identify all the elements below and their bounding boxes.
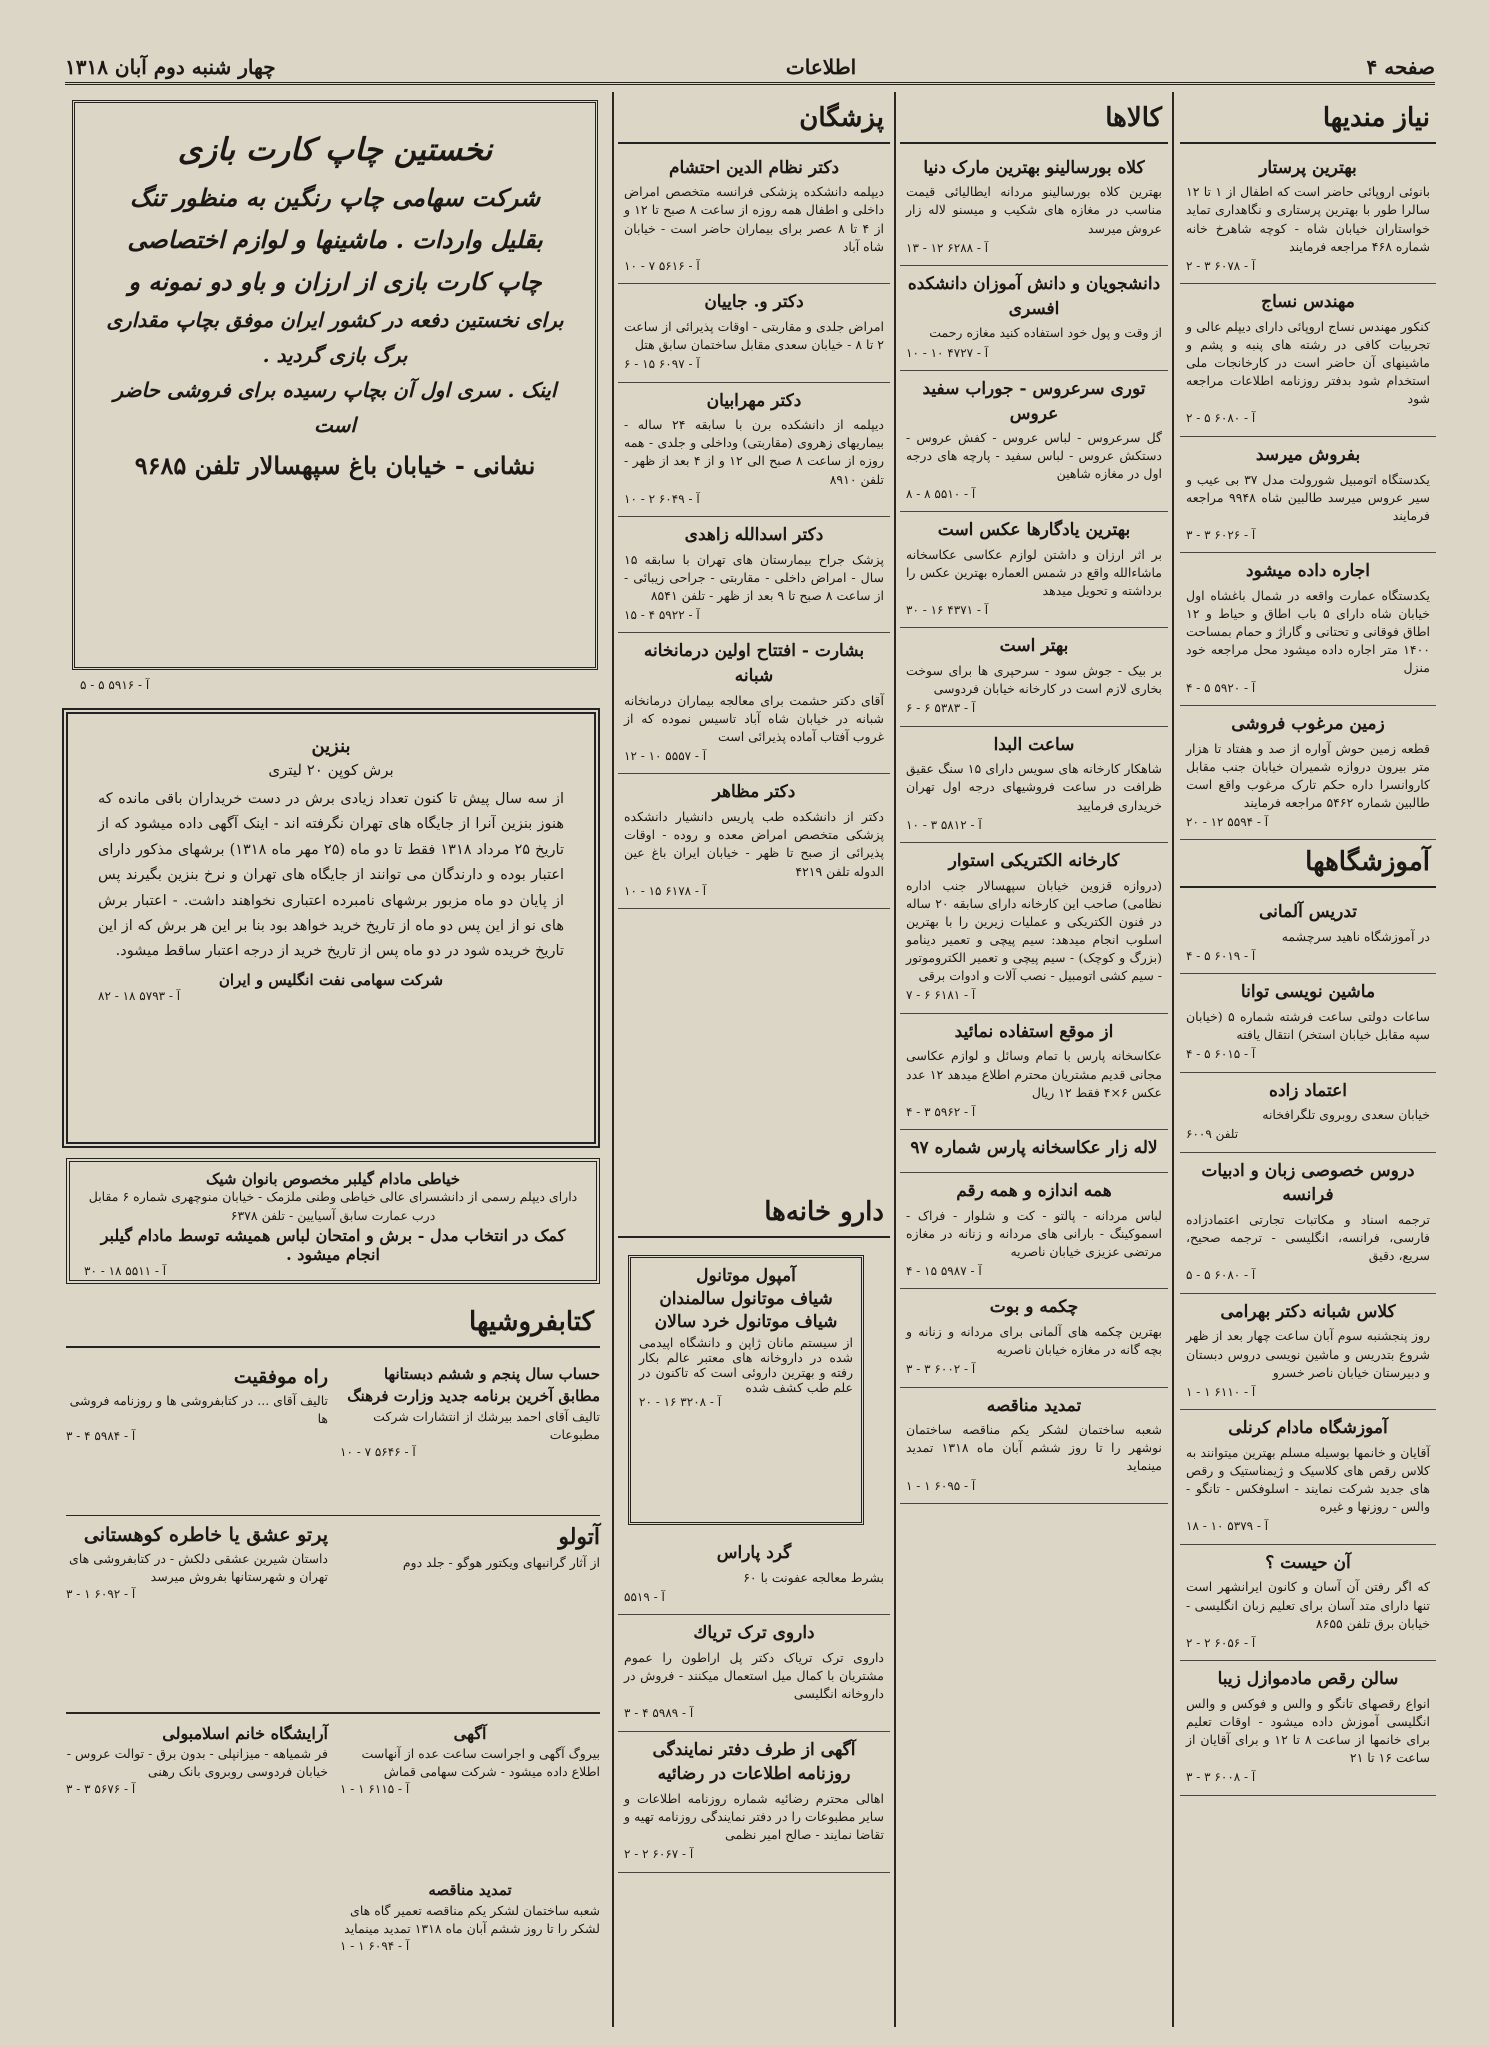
ad-title: بهترین یادگارها عکس است bbox=[937, 519, 1131, 540]
ad-tel: آ - ۶۰۴۹ ۲ - ۱۰ bbox=[624, 491, 700, 506]
classified-ad bbox=[1180, 1545, 1436, 1661]
ad-title: ماشین نویسی توانا bbox=[1240, 982, 1376, 1003]
ad-tel: آ - ۵۹۶۲ ۳ - ۴ bbox=[906, 1104, 976, 1119]
ad-tel: آ - ۳۲۰۸ ۱۶ - ۲۰ bbox=[639, 1395, 722, 1409]
ad-title: حساب سال پنجم و ششم دبستانها مطابق آخرین برنامه جدید وزارت فرهنگ bbox=[347, 1365, 600, 1405]
ad-title: لاله زار عکاسخانه پارس شماره ۹۷ bbox=[910, 1138, 1158, 1159]
ad-title: آگهی bbox=[453, 1724, 487, 1743]
ad-tel: آ - ۶۰۹۵ ۱ - ۱ bbox=[906, 1478, 976, 1493]
ad-body: کنکور مهندس نساج اروپائی دارای دیپلم عالی و تجربیات کافی در رشته های پنبه و پشم و ماشینهای آن حاضر است در کارخانجات ملی استخدام شود بدفتر روزنامه اطلاعات مراجعه شود bbox=[1186, 318, 1430, 407]
ad-tel: آ - ۶۰۹۷ ۱۵ - ۶ bbox=[624, 357, 700, 372]
ad-title: پرتو عشق یا خاطره کوهستانی bbox=[83, 1524, 328, 1546]
ad-body: از وقت و پول خود استفاده کنید مغازه رحمت bbox=[929, 325, 1162, 341]
ad-body: آقایان و خانمها بوسیله مسلم بهترین میتوانند به کلاس رقص های کلاسیک و ژیمناستیک و رقص های جدید شرکت نمایند - اسلوفکس - تانگو - والس - روزنها و غیره bbox=[1186, 1444, 1430, 1515]
classified-ad bbox=[1180, 1661, 1436, 1796]
ad-title: آرایشگاه خانم اسلامبولی bbox=[162, 1724, 328, 1743]
ad-tel: آ - ۶۰۹۲ ۱ - ۳ bbox=[66, 1586, 136, 1601]
section-title: کتابفروشیها bbox=[66, 1300, 600, 1348]
ad-tel: آ - ۶۰۱۵ ۵ - ۴ bbox=[1186, 1047, 1256, 1062]
newspaper-name: اطلاعات bbox=[785, 55, 857, 79]
ad-tel: آ - ۵۹۱۶ ۵ - ۵ bbox=[80, 678, 150, 692]
section-title: کالاها bbox=[900, 96, 1168, 144]
ad-tel: آ - ۶۱۱۵ ۱ - ۱ bbox=[340, 1782, 410, 1797]
ad-body: فر شمیاهه - میزانپلی - بدون برق - توالت عروس - خیابان فردوسی روبروی بانک رهنی bbox=[66, 1746, 328, 1780]
ad-tel: آ - ۵۵۹۴ ۱۲ - ۲۰ bbox=[1186, 815, 1269, 830]
classified-ad bbox=[900, 1130, 1168, 1173]
tailor-ad bbox=[66, 1158, 600, 1284]
ad-body: که اگر رفتن آن آسان و کانون ایرانشهر است تنها دارای متد آسان برای تعلیم زبان انگلیسی - خیابان برق تلفن ۸۶۵۵ bbox=[1186, 1579, 1430, 1631]
notice-title: بنزین bbox=[311, 736, 351, 757]
classified-ad bbox=[900, 1289, 1168, 1387]
ad-title: بهتر است bbox=[999, 636, 1069, 657]
salon-ad bbox=[66, 1722, 328, 1799]
ad-body: قطعه زمین حوش آواره از صد و هفتاد تا هزار متر بیرون دروازه شمیران خیابان جنب مقابل کاروانسرا داره حکم تارک مرغوب واقع است طالبین شماره ۵۴۶۲ مراجعه فرمایند bbox=[1186, 740, 1430, 810]
ad-body: بیروگ آگهی و اجراست ساعت عده از آنهاست اطلاع داده میشود - شرکت سهامی قماش bbox=[361, 1746, 600, 1780]
ad-body: بهترین چکمه های آلمانی برای مردانه و زنانه و بچه گانه در مغازه خیابان ناصریه bbox=[906, 1323, 1162, 1358]
ad-title: دکتر نظام الدین احتشام bbox=[668, 157, 840, 178]
ad-title: آتولو bbox=[558, 1524, 600, 1550]
ad-tel: آ - ۶۱۸۱ ۶ - ۷ bbox=[906, 988, 976, 1003]
goods-column bbox=[900, 96, 1168, 2026]
classified-ad bbox=[618, 1535, 890, 1615]
ad-body: اهالی محترم رضائیه شماره روزنامه اطلاعات و سایر مطبوعات را در دفتر نمایندگی روزنامه تهیه و تقاضا نمایند - صالح امیر نظمی bbox=[624, 1790, 884, 1843]
ad-title: از موقع استفاده نمائید bbox=[954, 1021, 1114, 1042]
classified-ad bbox=[900, 843, 1168, 1014]
ad-tel: آ - ۶۰۱۹ ۵ - ۴ bbox=[1186, 948, 1256, 963]
ad-title: دانشجویان و دانش آموزان دانشکده افسری bbox=[907, 274, 1161, 319]
pharmacy-column bbox=[618, 1535, 890, 2015]
card-line: شرکت سهامی چاپ رنگین به منظور تنگ bbox=[129, 183, 541, 213]
ad-body: لباس مردانه - پالتو - کت و شلوار - فراک - اسموکینگ - بارانی های مردانه و زنانه در مغازه مرتضی عزیزی خیابان ناصریه bbox=[906, 1207, 1162, 1259]
classified-ad bbox=[1180, 437, 1436, 553]
ad-body: خیابان سعدی روبروی تلگرافخانه bbox=[1262, 1107, 1430, 1123]
ad-tel: آ - ۶۰۹۴ ۱ - ۱ bbox=[340, 1939, 410, 1953]
ad-tel: آ - ۵۹۸۷ ۱۵ - ۴ bbox=[906, 1263, 982, 1278]
classified-ad bbox=[900, 371, 1168, 512]
card-line: چاپ کارت بازی از ارزان و باو دو نمونه و bbox=[128, 267, 542, 297]
ad-body: از سیستم مانان ژاپن و دانشگاه اپیدمی شده در داروخانه های معتبر عالم بکار رفته و بهترین داروئی است که تاکنون در علم طب کشف شده bbox=[639, 1335, 853, 1395]
divider bbox=[66, 1712, 600, 1714]
book-ad bbox=[66, 1522, 328, 1603]
ad-body: امراض جلدی و مقاربتی - اوقات پذیرائی از ساعت ۲ تا ۸ - خیابان سعدی مقابل ساختمان سابق هتل bbox=[624, 318, 884, 352]
ad-title: دکتر مهرابیان bbox=[706, 390, 802, 411]
classified-ad bbox=[900, 512, 1168, 628]
classified-ad bbox=[618, 383, 890, 518]
ad-tel: آ - ۵۶۱۶ ۷ - ۱۰ bbox=[624, 258, 700, 273]
classified-ad bbox=[1180, 1410, 1436, 1545]
ad-tel: آ - ۶۰۰۸ ۳ - ۳ bbox=[1186, 1770, 1256, 1785]
ad-tel: آ - ۵۹۲۲ ۴ - ۱۵ bbox=[624, 608, 700, 623]
classified-ad bbox=[900, 1173, 1168, 1289]
ad-body: تالیف آقای احمد بیرشك از انتشارات شرکت مطبوعات bbox=[373, 1408, 600, 1442]
ad-body: گل سرعروس - لباس عروس - کفش عروس - دستکش عروس - لباس سفید - پارچه های درجه اول در مغازه شاهین bbox=[906, 430, 1162, 482]
column-rule bbox=[612, 92, 614, 2027]
ad-tel: آ - ۵۶۴۶ ۷ - ۱۰ bbox=[340, 1444, 416, 1459]
ad-title: تمدید مناقصه bbox=[986, 1395, 1082, 1416]
issue-date: چهار شنبه دوم آبان ۱۳۱۸ bbox=[65, 55, 276, 79]
classified-ad bbox=[900, 150, 1168, 266]
ad-body: انواع رقصهای تانگو و والس و فوکس و والس انگلیسی آموزش داده میشود - اوقات تعلیم برای خانمها از ساعت ۸ تا ۱۲ و برای آقایان از ساعت ۱۶ تا ۲۱ bbox=[1186, 1695, 1430, 1766]
classified-ad bbox=[618, 1615, 890, 1731]
ad-tel: آ - ۵۶۷۶ ۳ - ۳ bbox=[66, 1782, 136, 1797]
ad-body: شعبه ساختمان لشکر یکم مناقصه تعمیر گاه های لشکر را تا روز ششم آبان ماه ۱۳۱۸ تمدید مینماید bbox=[344, 1902, 600, 1936]
ad-body: (دروازه قزوین خیابان سپهسالار جنب اداره نظامی) صاحب این کارخانه دارای سابقه ۲۰ ساله در فنون الکتریکی و عملیات زیرین را با بهترین اسلوب انجام میدهد: سیم پیچی و تعمیر دینامو (بزرگ و کوچک) - سیم پیچی و تعمیر الکتروموتور - سیم کشی اتومبیل - نصب آلات و ادوات برقی bbox=[906, 877, 1162, 984]
ad-title: تمدید مناقصه bbox=[428, 1881, 512, 1899]
ad-body: بر بیک - جوش سود - سرحپری ها برای سوخت بخاری لازم است در کارخانه خیابان فردوسی bbox=[906, 662, 1162, 697]
bookstores-header bbox=[66, 1300, 600, 1360]
ad-body: بشرط معالجه عفونت با ۶۰ bbox=[743, 1569, 884, 1585]
ad-title: زمین مرغوب فروشی bbox=[1231, 713, 1385, 734]
classified-ad bbox=[1180, 1153, 1436, 1294]
classified-ad bbox=[618, 633, 890, 774]
classified-ad bbox=[1180, 1073, 1436, 1153]
card-address: نشانی - خیابان باغ سپهسالار تلفن ۹۶۸۵ bbox=[134, 451, 536, 481]
classified-ad bbox=[900, 628, 1168, 726]
column-rule bbox=[1172, 92, 1174, 2027]
section-title: آموزشگاهها bbox=[1180, 840, 1436, 888]
ad-title: کلاه بورسالینو بهترین مارک دنیا bbox=[923, 157, 1145, 178]
classified-ad bbox=[1180, 894, 1436, 974]
page-number: صفحه ۴ bbox=[1366, 55, 1435, 79]
masthead bbox=[65, 52, 1435, 85]
ad-body: بانوئی اروپائی حاضر است که اطفال از ۱ تا ۱۲ سالرا طور با بهترین پرستاری و نگاهداری تماید خواستاران خیابان شاه - کوچه شاهرخ خانه شماره ۴۶۸ مراجعه فرمایند bbox=[1186, 184, 1430, 254]
classified-ad bbox=[900, 1388, 1168, 1504]
pharmacy-box-ad bbox=[628, 1255, 864, 1525]
notice-ad bbox=[340, 1722, 600, 1799]
ad-title: تدریس آلمانی bbox=[1259, 902, 1357, 923]
ad-tel: آ - ۶۰۸۰ ۵ - ۵ bbox=[1186, 1268, 1256, 1283]
ad-title: کارخانه الکتریکی استوار bbox=[948, 851, 1120, 872]
classified-ad bbox=[618, 774, 890, 909]
ad-tel: آ - ۵۳۷۹ ۱۰ - ۱۸ bbox=[1186, 1519, 1269, 1534]
ad-tel: آ - ۶۱۷۸ ۱۵ - ۱۰ bbox=[624, 883, 707, 898]
ad-body: ترجمه اسناد و مکاتبات تجارتی اعتمادزاده فارسی، فرانسه، انگلیسی - ترجمه صحیح، سریع، دقیق bbox=[1186, 1212, 1430, 1264]
ad-body: یکدستگاه عمارت واقعه در شمال باغشاه اول خیابان شاه دارای ۵ باب اطاق و حیاط و ۱۲ اطاق فوقانی و تحتانی و گاراژ و حمام بمساحت ۱۴۰۰ متر اجاره داده میشود محل مراجعه خود منزل bbox=[1186, 587, 1430, 676]
book-ad bbox=[66, 1364, 328, 1445]
ad-line: شیاف موتانول خرد سالان bbox=[654, 1312, 838, 1332]
ad-body: در آموزشگاه ناهید سرچشمه bbox=[1281, 928, 1430, 944]
ad-title: دکتر و. جاییان bbox=[704, 292, 804, 313]
ad-tel: آ - ۶۱۱۰ ۱ - ۱ bbox=[1186, 1384, 1256, 1399]
ad-body: از آثار گرانبهای ویکتور هوگو - جلد دوم bbox=[402, 1554, 600, 1570]
ad-tel: آ - ۶۰۰۲ ۳ - ۳ bbox=[906, 1362, 976, 1377]
ad-title: آگهی از طرف دفتر نمایندگی روزنامه اطلاعات در رضائیه bbox=[652, 1739, 856, 1785]
ad-tel: آ - ۶۰۷۸ ۳ - ۲ bbox=[1186, 258, 1256, 273]
classified-ad bbox=[618, 517, 890, 633]
ad-tel: آ - ۵۳۸۳ ۶ - ۶ bbox=[906, 701, 976, 716]
ad-title: آمپول موتانول bbox=[696, 1266, 796, 1286]
ad-tel: آ - ۵۸۱۲ ۳ - ۱۰ bbox=[906, 817, 982, 832]
ad-line: شیاف موتانول سالمندان bbox=[659, 1289, 833, 1309]
tender-ad bbox=[340, 1880, 600, 1955]
book-ad bbox=[340, 1522, 600, 1572]
section-title: دارو خانه‌ها bbox=[618, 1190, 890, 1238]
ad-title: توری سرعروس - جوراب سفید عروس bbox=[922, 378, 1146, 424]
notice-signature: شرکت سهامی نفت انگلیس و ایران bbox=[218, 970, 444, 989]
book-ad bbox=[340, 1364, 600, 1461]
section-title: پزشگان bbox=[618, 96, 890, 144]
ad-title: دکتر مظاهر bbox=[712, 782, 796, 803]
ad-title: گرد پاراس bbox=[716, 1543, 792, 1563]
classified-ad bbox=[1180, 553, 1436, 706]
ad-tel: آ - ۵۵۱۱ ۱۸ - ۳۰ bbox=[84, 1263, 167, 1278]
pharmacy-header bbox=[618, 1190, 890, 1250]
ad-title: سالن رقص مادموازل زیبا bbox=[1217, 1669, 1399, 1690]
ad-slogan: کمک در انتخاب مدل - برش و امتحان لباس همیشه توسط مادام گیلبر انجام میشود . bbox=[100, 1225, 566, 1264]
ad-title: بهترین پرستار bbox=[1259, 157, 1357, 178]
ad-body: آقای دکتر حشمت برای معالجه بیماران درمانخانه شبانه در خیابان شاه آباد تاسیس نموده که از غروب آفتاب آماده پذیرائی است bbox=[624, 692, 884, 744]
ad-body: بر اثر ارزان و داشتن لوازم عکاسی عکاسخانه ماشاءالله واقع در شمس العماره بهترین عکس را برداشته و تحویل میدهد bbox=[906, 546, 1162, 598]
ad-title: کلاس شبانه دکتر بهرامی bbox=[1220, 1301, 1396, 1322]
card-line: اینک . سری اول آن بچاپ رسیده برای فروشی حاضر است bbox=[113, 378, 557, 438]
ad-body: دیپلمه دانشکده پزشکی فرانسه متخصص امراض داخلی و اطفال همه روزه از ساعت ۸ صبح تا ۱۲ و از ۴ تا ۸ عصر برای بیماران حاضر است - خیابان شاه آباد bbox=[624, 184, 885, 254]
ad-title: اعتماد زاده bbox=[1269, 1080, 1347, 1101]
ad-body: بهترین کلاه بورسالینو مردانه ایطالیائی قیمت مناسب در مغازه های شکیب و میسنو لاله زار عروش میرسد bbox=[906, 184, 1162, 236]
ad-tel: آ - ۵۹۸۹ ۴ - ۳ bbox=[624, 1706, 694, 1721]
section-title: نیاز مندیها bbox=[1180, 96, 1436, 144]
ad-title: دروس خصوصی زبان و ادبیات فرانسه bbox=[1201, 1160, 1415, 1206]
ad-title: اجاره داده میشود bbox=[1246, 561, 1370, 582]
classified-ad bbox=[900, 1014, 1168, 1130]
notice-subtitle: برش کوپن ۲۰ لیتری bbox=[268, 761, 394, 779]
ad-body: داستان شیرین عشقی دلکش - در کتابفروشی های تهران و شهرستانها بفروش میرسد bbox=[69, 1550, 328, 1584]
classified-ad bbox=[900, 727, 1168, 843]
ad-body: دارای دیپلم رسمی از دانشسرای عالی خیاطی وطنی ملزمک - خیابان منوچهری شماره ۶ مقابل درب عمارت سابق آسیایین - تلفن ۶۳۷۸ bbox=[88, 1189, 578, 1223]
classified-ad bbox=[900, 266, 1168, 371]
classified-ad bbox=[1180, 284, 1436, 437]
notice-body: از سه سال پیش تا کنون تعداد زیادی برش در دست خریداران باقی مانده که هنوز بنزین آنرا از جایگاه های تهران نگرفته اند - اینک آگهی داده میشود که از تاریخ ۲۵ مرداد ۱۳۱۸ فقط تا دو ماه (۲۵ مهر ماه ۱۳۱۸) برشهای مذکور دارای اعتبار بوده و دارندگان می توانند از جایگاه های تهران و نرخ بنزین بگیرند پس از پایان دو ماه مزبور برشهای نامبرده اعتباری نخواهند داشت. - اعتبار برش های نو از این پس دو ماه از تاریخ خرید خواهد بود بنا بر این هر برش که از این تاریخ خریده شود در دو ماه پس از تاریخ خرید از درجه اعتبار ساقط میشود. bbox=[98, 791, 564, 960]
ad-title: بفروش میرسد bbox=[1255, 444, 1361, 465]
classified-ad bbox=[1180, 706, 1436, 841]
ad-body: داروی ترک تریاک دکتر پل اراطون را عموم مشتریان با کمال میل استعمال میکنند - فروش در داروخانه انگلیسی bbox=[624, 1649, 884, 1702]
ad-tel: آ - ۵۹۲۰ ۵ - ۴ bbox=[1186, 680, 1256, 695]
ad-tel: آ - ۶۲۸۸ ۱۲ - ۱۳ bbox=[906, 240, 989, 255]
ad-title: راه موفقیت bbox=[233, 1366, 328, 1388]
ad-tel: آ - ۵۵۱۹ bbox=[624, 1589, 665, 1604]
ad-title: آن حیست ؟ bbox=[1265, 1552, 1351, 1573]
gasoline-notice bbox=[62, 708, 600, 1148]
classified-ad bbox=[1180, 974, 1436, 1072]
column-rule bbox=[894, 92, 896, 2027]
ad-body: پزشک جراح بیمارستان های تهران با سابقه ۱۵ سال - امراض داخلی - مقاربتی - جراحی زیبائی - از ساعت ۸ صبح تا ۹ بعد از ظهر - تلفن ۸۵۴۱ bbox=[624, 551, 884, 603]
ad-title: آموزشگاه مادام کرنلی bbox=[1228, 1418, 1388, 1439]
ad-body: ساعات دولتی ساعت فرشته شماره ۵ (خیابان سپه مقابل خیابان استخر) انتقال یافته bbox=[1186, 1008, 1431, 1043]
classified-ad bbox=[1180, 150, 1436, 285]
ad-tel: آ - ۶۰۸۰ ۵ - ۲ bbox=[1186, 411, 1256, 426]
card-line: بقلیل واردات . ماشینها و لوازم اختصاصی bbox=[127, 225, 543, 255]
ad-body: شاهکار کارخانه های سویس دارای ۱۵ سنگ عقیق ظرافت در ساعت فروشیهای درجه اول تهران خریداری فرمایید bbox=[906, 761, 1163, 813]
divider bbox=[66, 1515, 600, 1516]
ad-title: مهندس نساج bbox=[1261, 292, 1355, 313]
ad-title: بشارت - افتتاح اولین درمانخانه شبانه bbox=[643, 641, 865, 687]
ad-tel: آ - ۴۷۲۷ ۱۰ - ۱۰ bbox=[906, 345, 989, 360]
ad-tel: آ - ۵۵۵۷ ۱۰ - ۱۲ bbox=[624, 749, 707, 764]
ad-tel: آ - ۵۹۸۴ ۴ - ۳ bbox=[66, 1428, 136, 1443]
classified-ad bbox=[618, 1732, 890, 1873]
ad-title: چکمه و بوت bbox=[989, 1297, 1079, 1318]
ad-body: یکدستگاه اتومبیل شورولت مدل ۳۷ بی عیب و سیر عروس میرسد طالبین شاه ۹۹۴۸ مراجعه فرمایند bbox=[1186, 471, 1431, 523]
ad-tel: آ - ۶۰۵۶ ۲ - ۲ bbox=[1186, 1635, 1256, 1650]
ad-body: روز پنجشنبه سوم آبان ساعت چهار بعد از ظهر شروع بتدریس و ماشین نویسی دروس دبستان و دبیرستان خیابان ناصر خسرو bbox=[1186, 1328, 1430, 1380]
card-line: برای نخستین دفعه در کشور ایران موفق بچاپ مقداری برگ بازی گردید . bbox=[106, 308, 564, 368]
ad-tel: آ - ۶۰۶۷ ۲ - ۲ bbox=[624, 1847, 694, 1862]
doctors-column bbox=[618, 96, 890, 1246]
ad-title: دکتر اسدالله زاهدی bbox=[684, 525, 824, 546]
ad-body: عکاسخانه پارس با تمام وسائل و لوازم عکاسی مجانی قدیم مشتریان محترم اطلاع میدهد ۱۲ عدد عکس ۶×۴ فقط ۱۲ ریال bbox=[906, 1048, 1163, 1100]
classified-ad bbox=[618, 150, 890, 285]
classifieds-column bbox=[1180, 96, 1436, 2026]
playing-cards-ad bbox=[72, 100, 598, 670]
ad-body: دکتر از دانشکده طب پاریس دانشیار دانشکده پزشکی متخصص امراض معده و روده - اوقات پذیرائی از صبح تا ظهر - خیابان ایران باغ عین الدوله تلفن ۴۲۱۹ bbox=[624, 809, 884, 879]
ad-body: تالیف آقای ... در کتابفروشی ها و روزنامه فروشی ها bbox=[69, 1392, 328, 1426]
ad-title: داروی ترک تریاك bbox=[693, 1623, 815, 1644]
ad-title: همه اندازه و همه رقم bbox=[956, 1180, 1112, 1201]
ad-title: ساعت البدا bbox=[993, 734, 1075, 755]
classified-ad bbox=[618, 284, 890, 382]
ad-tel: آ - ۵۵۱۰ ۸ - ۸ bbox=[906, 486, 976, 501]
ad-tel: آ - ۴۳۷۱ ۱۶ - ۳۰ bbox=[906, 602, 989, 617]
card-line: نخستین چاپ کارت بازی bbox=[177, 132, 493, 168]
ad-tel: آ - ۶۰۲۶ ۳ - ۳ bbox=[1186, 527, 1256, 542]
classified-ad bbox=[1180, 1294, 1436, 1410]
ad-title: خیاطی مادام گیلبر مخصوص بانوان شیک bbox=[205, 1170, 461, 1188]
ad-tel: تلفن ۶۰۰۹ bbox=[1186, 1127, 1239, 1142]
ad-body: دیپلمه از دانشکده برن با سابقه ۲۴ ساله - بیماریهای زهروی (مقاربتی) وداخلی و جلدی - همه روزه از ساعت ۸ صبح الی ۱۲ و از ۴ بعد از ظهر - تلفن ۸۹۱۰ bbox=[624, 417, 885, 487]
ad-body: شعبه ساختمان لشکر یکم مناقصه ساختمان نوشهر را تا روز ششم آبان ماه ۱۳۱۸ تمدید مینماید bbox=[906, 1422, 1162, 1474]
ad-tel: آ - ۵۷۹۳ ۱۸ - ۸۲ bbox=[98, 988, 181, 1003]
